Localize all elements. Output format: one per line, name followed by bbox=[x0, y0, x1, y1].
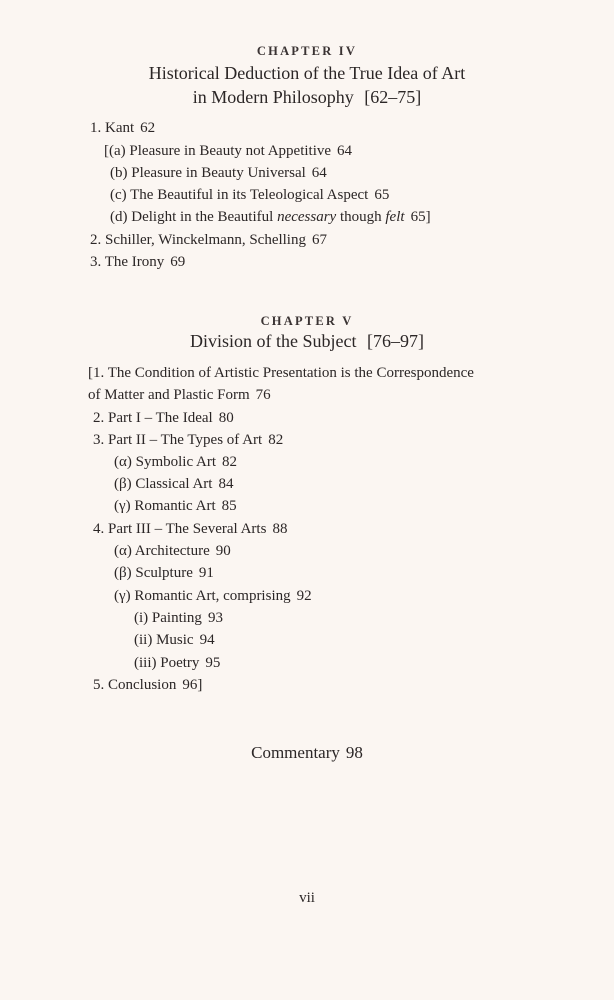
chapter-4-title-line2: in Modern Philosophy [62–75] bbox=[192, 87, 422, 107]
toc-entry[interactable]: (iii) Poetry 95 bbox=[134, 655, 221, 671]
toc-entry[interactable]: (α) Symbolic Art 82 bbox=[114, 454, 238, 470]
toc-entry[interactable]: [1. The Condition of Artistic Presentation is the Correspondence bbox=[88, 365, 474, 381]
toc-entry[interactable]: 2. Part I – The Ideal 80 bbox=[93, 410, 234, 426]
commentary-entry[interactable]: Commentary 98 bbox=[251, 743, 363, 762]
toc-entry[interactable]: 5. Conclusion 96] bbox=[93, 677, 203, 693]
toc-entry[interactable]: of Matter and Plastic Form 76 bbox=[88, 387, 271, 403]
toc-entry[interactable]: 4. Part III – The Several Arts 88 bbox=[93, 521, 288, 537]
toc-entry[interactable]: (b) Pleasure in Beauty Universal 64 bbox=[110, 165, 327, 181]
toc-entry[interactable]: 2. Schiller, Winckelmann, Schelling 67 bbox=[90, 232, 327, 248]
chapter-5-page-range: [76–97] bbox=[366, 331, 424, 351]
toc-entry[interactable]: 3. Part II – The Types of Art 82 bbox=[93, 432, 284, 448]
toc-entry[interactable]: 1. Kant 62 bbox=[90, 120, 156, 136]
toc-entry[interactable]: (γ) Romantic Art, comprising 92 bbox=[114, 588, 312, 604]
toc-entry[interactable]: [(a) Pleasure in Beauty not Appetitive 64 bbox=[104, 143, 353, 159]
toc-entry[interactable]: (i) Painting 93 bbox=[134, 610, 223, 626]
chapter-4-title-line1: Historical Deduction of the True Idea of Art bbox=[148, 63, 466, 83]
chapter-4-label: CHAPTER IV bbox=[256, 44, 358, 58]
toc-entry[interactable]: (d) Delight in the Beautiful necessary though felt 65] bbox=[110, 209, 431, 225]
toc-entry[interactable]: (c) The Beautiful in its Teleological Aspect 65 bbox=[110, 187, 390, 203]
chapter-5-title: Division of the Subject [76–97] bbox=[190, 331, 424, 351]
page-number: vii bbox=[299, 890, 315, 906]
chapter-4-page-range: [62–75] bbox=[364, 87, 422, 107]
toc-entry[interactable]: (γ) Romantic Art 85 bbox=[114, 498, 237, 514]
toc-entry[interactable]: (α) Architecture 90 bbox=[114, 543, 231, 559]
toc-entry[interactable]: 3. The Irony 69 bbox=[90, 254, 186, 270]
chapter-5-label: CHAPTER V bbox=[260, 314, 354, 328]
toc-entry[interactable]: (β) Classical Art 84 bbox=[114, 476, 234, 492]
toc-entry[interactable]: (ii) Music 94 bbox=[134, 632, 215, 648]
toc-entry[interactable]: (β) Sculpture 91 bbox=[114, 565, 214, 581]
